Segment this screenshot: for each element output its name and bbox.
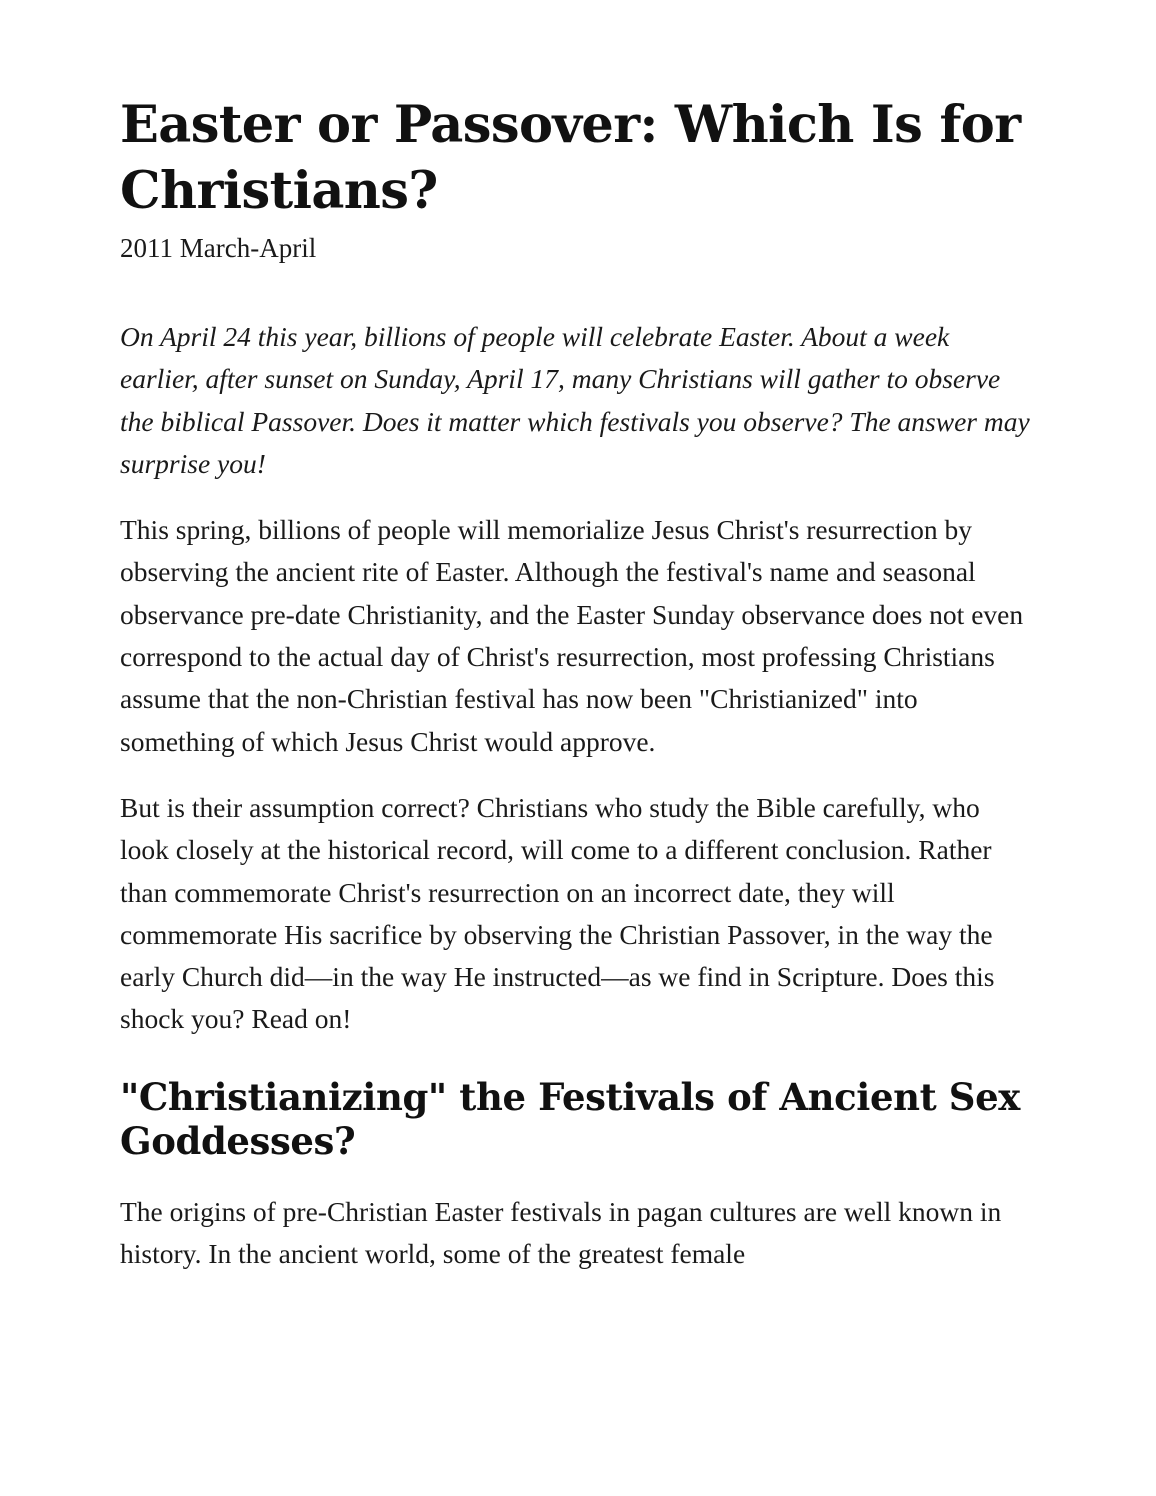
- section-heading: "Christianizing" the Festivals of Ancient Sex Goddesses?: [120, 1074, 1020, 1163]
- article-lead: On April 24 this year, billions of people will celebrate Easter. About a week earlier, after sunset on Sunday, April 17, many Christians will gather to observe the biblical Passover. Does it matter which festivals you observe? The answer may surprise you!: [120, 321, 1030, 479]
- section-paragraph: The origins of pre-Christian Easter festivals in pagan cultures are well known in history. In the ancient world, some of the greatest female: [120, 1195, 1002, 1270]
- body-paragraph-2: But is their assumption correct? Christians who study the Bible carefully, who look closely at the historical record, will come to a different conclusion. Rather than commemorate Christ's resurrection on an incorrect date, they will commemorate His sacrifice by observing the Christian Passover, in the way the early Church did—in the way He instructed—as we find in Scripture. Does this shock you? Read on!: [120, 791, 995, 1035]
- article-title: Easter or Passover: Which Is for Christians?: [120, 95, 1021, 221]
- body-paragraph-1: This spring, billions of people will memorialize Jesus Christ's resurrection by observing the ancient rite of Easter. Although the festival's name and seasonal observance pre-date Christianity, and the Easter Sunday observance does not even correspond to the actual day of Christ's resurrection, most professing Christians assume that the non-Christian festival has now been "Christianized" into something of which Jesus Christ would approve.: [120, 514, 1024, 757]
- article: [120, 92, 1030, 1275]
- issue-date: 2011 March-April: [120, 233, 317, 263]
